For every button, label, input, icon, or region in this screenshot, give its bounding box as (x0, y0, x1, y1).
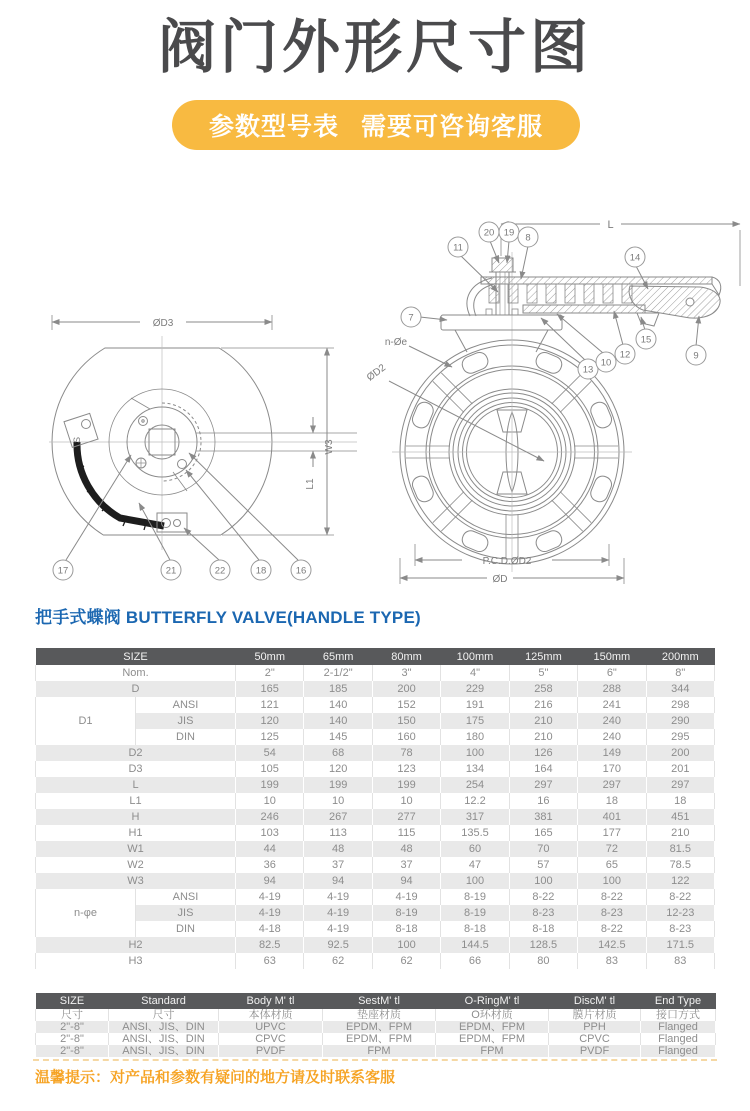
dimension-value-cell: 94 (304, 873, 372, 889)
dimension-value-cell: 134 (441, 761, 509, 777)
column-header: Standard (109, 993, 219, 1009)
column-header: 150mm (578, 648, 646, 665)
dim-label-d: ØD (492, 574, 508, 585)
column-header: SIZE (36, 993, 109, 1009)
callout-number: 9 (693, 350, 699, 362)
dimension-value-cell: 165 (509, 825, 577, 841)
table-row (36, 857, 715, 873)
material-cell: CPVC (549, 1033, 641, 1045)
table-row (36, 809, 715, 825)
dimension-value-cell: 60 (441, 841, 509, 857)
dimension-value-cell: 8-19 (372, 905, 440, 921)
row-sub-label: JIS (136, 713, 236, 729)
material-cell: 本体材质 (219, 1009, 323, 1021)
dimension-value-cell: 185 (304, 681, 372, 697)
row-label: H2 (36, 937, 236, 953)
row-label: L1 (36, 793, 236, 809)
dimension-value-cell: 191 (441, 697, 509, 713)
dim-label-pcd: P.C.D.ØD2 (482, 556, 532, 567)
row-group-label: n-φe (36, 889, 136, 937)
dimension-value-cell: 200 (646, 745, 714, 761)
dimension-value-cell: 210 (509, 729, 577, 745)
dimension-value-cell: 200 (372, 681, 440, 697)
section-title: 把手式蝶阀 BUTTERFLY VALVE(HANDLE TYPE) (35, 608, 421, 627)
dimension-value-cell: 100 (441, 873, 509, 889)
dimension-value-cell: 290 (646, 713, 714, 729)
callout-number: 13 (582, 364, 594, 376)
dimension-value-cell: 36 (236, 857, 304, 873)
callout-number: 7 (408, 312, 414, 324)
dimension-value-cell: 8-22 (646, 889, 714, 905)
banner (172, 100, 580, 150)
row-label: H3 (36, 953, 236, 969)
dimension-value-cell: 8-22 (578, 889, 646, 905)
dimension-value-cell: 150 (372, 713, 440, 729)
dim-label-d2: ØD2 (364, 362, 389, 384)
dimension-value-cell: 2-1/2" (304, 665, 372, 681)
material-cell: ANSI、JIS、DIN (109, 1021, 219, 1033)
dimension-value-cell: 47 (441, 857, 509, 873)
dimension-value-cell: 180 (441, 729, 509, 745)
dimension-value-cell: 72 (578, 841, 646, 857)
dimension-value-cell: 295 (646, 729, 714, 745)
dimension-value-cell: 160 (372, 729, 440, 745)
callout-number: 16 (295, 565, 307, 577)
callout-number: 21 (165, 565, 177, 577)
top-view-drawing (49, 315, 357, 580)
callout-number: 12 (619, 349, 631, 361)
dimension-value-cell: 4-19 (236, 889, 304, 905)
dimension-value-cell: 4-18 (236, 921, 304, 937)
dimension-value-cell: 288 (578, 681, 646, 697)
dimension-value-cell: 8-23 (509, 905, 577, 921)
dimension-value-cell: 267 (304, 809, 372, 825)
dimension-value-cell: 10 (236, 793, 304, 809)
callout-number: 8 (525, 232, 531, 244)
dimension-value-cell: 177 (578, 825, 646, 841)
dimension-value-cell: 8-22 (509, 889, 577, 905)
row-label: W3 (36, 873, 236, 889)
dimension-value-cell: 297 (578, 777, 646, 793)
column-header: 65mm (304, 648, 372, 665)
callout-number: 22 (214, 565, 226, 577)
callout-number: 17 (57, 565, 69, 577)
dimension-value-cell: 100 (509, 873, 577, 889)
dimension-value-cell: 105 (236, 761, 304, 777)
dimension-value-cell: 10 (304, 793, 372, 809)
row-label: Nom. (36, 665, 236, 681)
row-label: D2 (36, 745, 236, 761)
valve-drawings-svg (0, 200, 750, 600)
dimension-value-cell: 120 (304, 761, 372, 777)
dimension-value-cell: 48 (372, 841, 440, 857)
dimension-value-cell: 3" (372, 665, 440, 681)
dimension-value-cell: 240 (578, 713, 646, 729)
dimension-value-cell: 246 (236, 809, 304, 825)
material-cell: FPM (323, 1045, 436, 1057)
column-header: SIZE (36, 648, 236, 665)
dim-label-l: L (607, 219, 614, 231)
dimension-value-cell: 82.5 (236, 937, 304, 953)
dimension-value-cell: 66 (441, 953, 509, 969)
dimension-value-cell: 65 (578, 857, 646, 873)
dimension-value-cell: 4" (441, 665, 509, 681)
dimension-value-cell: 68 (304, 745, 372, 761)
dimension-value-cell: 145 (304, 729, 372, 745)
dimension-value-cell: 199 (372, 777, 440, 793)
column-header: 200mm (646, 648, 714, 665)
table-row (36, 777, 715, 793)
dimension-value-cell: 8-18 (372, 921, 440, 937)
dimension-value-cell: 78.5 (646, 857, 714, 873)
table-row (36, 1045, 716, 1057)
table-row (36, 873, 715, 889)
table-row (36, 713, 715, 729)
table-row (36, 745, 715, 761)
dim-label-l1: L1 (305, 478, 316, 490)
row-label: H (36, 809, 236, 825)
dimension-value-cell: 37 (372, 857, 440, 873)
row-sub-label: JIS (136, 905, 236, 921)
dimension-value-cell: 229 (441, 681, 509, 697)
dimension-value-cell: 4-19 (304, 889, 372, 905)
material-cell: EPDM、FPM (436, 1033, 549, 1045)
dimension-value-cell: 317 (441, 809, 509, 825)
dimension-value-cell: 16 (509, 793, 577, 809)
dimension-value-cell: 142.5 (578, 937, 646, 953)
page-title: 阀门外形尺寸图 (157, 15, 592, 80)
dimension-value-cell: 8" (646, 665, 714, 681)
material-cell: ANSI、JIS、DIN (109, 1045, 219, 1057)
dimension-value-cell: 8-23 (646, 921, 714, 937)
dimension-value-cell: 254 (441, 777, 509, 793)
row-label: D3 (36, 761, 236, 777)
material-cell: Flanged (641, 1033, 716, 1045)
dimension-value-cell: 115 (372, 825, 440, 841)
material-cell: ANSI、JIS、DIN (109, 1033, 219, 1045)
dimension-value-cell: 4-19 (304, 921, 372, 937)
material-cell: 膜片材质 (549, 1009, 641, 1021)
dimension-value-cell: 94 (372, 873, 440, 889)
dimension-value-cell: 18 (578, 793, 646, 809)
dimension-value-cell: 113 (304, 825, 372, 841)
material-cell: 2"-8" (36, 1033, 109, 1045)
dimension-value-cell: 2" (236, 665, 304, 681)
callout-number: 11 (453, 242, 463, 254)
dim-label-d3: ØD3 (152, 318, 174, 329)
dimension-value-cell: 240 (578, 729, 646, 745)
dimension-value-cell: 171.5 (646, 937, 714, 953)
dimension-value-cell: 216 (509, 697, 577, 713)
trigger (637, 313, 659, 326)
column-header: End Type (641, 993, 716, 1009)
material-cell: PVDF (219, 1045, 323, 1057)
dimension-value-cell: 344 (646, 681, 714, 697)
material-cell: EPDM、FPM (436, 1021, 549, 1033)
row-group-label: D1 (36, 697, 136, 745)
material-cell: 尺寸 (109, 1009, 219, 1021)
table-row (36, 761, 715, 777)
table-row (36, 729, 715, 745)
dimension-value-cell: 83 (646, 953, 714, 969)
column-header: 50mm (236, 648, 304, 665)
dimension-value-cell: 100 (578, 873, 646, 889)
dimension-value-cell: 70 (509, 841, 577, 857)
dimension-value-cell: 298 (646, 697, 714, 713)
banner-left-text: 参数型号表 (208, 113, 339, 141)
dim-label-ne: n-Øe (384, 337, 408, 348)
dimension-value-cell: 94 (236, 873, 304, 889)
table-row (36, 905, 715, 921)
material-cell: Flanged (641, 1045, 716, 1057)
dimension-value-cell: 297 (646, 777, 714, 793)
dimension-value-cell: 401 (578, 809, 646, 825)
dimension-value-cell: 210 (646, 825, 714, 841)
callout-number: 10 (600, 357, 612, 369)
materials-table (35, 993, 716, 1057)
callout-number: 20 (483, 227, 495, 239)
dimension-value-cell: 81.5 (646, 841, 714, 857)
table-row (36, 793, 715, 809)
column-header: O-RingM' tl (436, 993, 549, 1009)
material-cell: Flanged (641, 1021, 716, 1033)
dimension-value-cell: 164 (509, 761, 577, 777)
dimension-value-cell: 121 (236, 697, 304, 713)
dimension-value-cell: 4-19 (236, 905, 304, 921)
column-header: 100mm (441, 648, 509, 665)
dimension-value-cell: 18 (646, 793, 714, 809)
callout-number: 19 (503, 227, 515, 239)
table-row (36, 681, 715, 697)
s-label: S (72, 436, 82, 444)
dimension-value-cell: 83 (578, 953, 646, 969)
column-header: 80mm (372, 648, 440, 665)
table-row (36, 1021, 716, 1033)
dimension-value-cell: 140 (304, 697, 372, 713)
dimension-value-cell: 4-19 (372, 889, 440, 905)
dimension-value-cell: 135.5 (441, 825, 509, 841)
dimension-value-cell: 10 (372, 793, 440, 809)
dimension-value-cell: 165 (236, 681, 304, 697)
dimension-value-cell: 12.2 (441, 793, 509, 809)
row-sub-label: DIN (136, 921, 236, 937)
material-cell: EPDM、FPM (323, 1021, 436, 1033)
dimension-table (35, 648, 715, 969)
dimension-value-cell: 120 (236, 713, 304, 729)
table-row (36, 665, 715, 681)
dimension-value-cell: 78 (372, 745, 440, 761)
dimension-value-cell: 54 (236, 745, 304, 761)
dimension-value-cell: 451 (646, 809, 714, 825)
dimension-value-cell: 258 (509, 681, 577, 697)
dimension-value-cell: 48 (304, 841, 372, 857)
row-sub-label: ANSI (136, 697, 236, 713)
material-cell: CPVC (219, 1033, 323, 1045)
row-sub-label: DIN (136, 729, 236, 745)
material-cell: 垫座材质 (323, 1009, 436, 1021)
table-row (36, 841, 715, 857)
dim-label-w3: W3 (324, 439, 335, 455)
dimension-value-cell: 123 (372, 761, 440, 777)
dimension-value-cell: 4-19 (304, 905, 372, 921)
dimension-value-cell: 199 (236, 777, 304, 793)
dimension-value-cell: 5" (509, 665, 577, 681)
dimension-value-cell: 149 (578, 745, 646, 761)
dimension-value-cell: 175 (441, 713, 509, 729)
dimension-value-cell: 277 (372, 809, 440, 825)
dimension-value-cell: 80 (509, 953, 577, 969)
dimension-value-cell: 6" (578, 665, 646, 681)
footer-note: 温馨提示：对产品和参数有疑问的地方请及时联系客服 (35, 1069, 396, 1086)
material-cell: EPDM、FPM (323, 1033, 436, 1045)
dimension-value-cell: 199 (304, 777, 372, 793)
dimension-value-cell: 241 (578, 697, 646, 713)
table-row (36, 937, 715, 953)
row-sub-label: ANSI (136, 889, 236, 905)
row-label: W2 (36, 857, 236, 873)
dimension-value-cell: 12-23 (646, 905, 714, 921)
dimension-value-cell: 170 (578, 761, 646, 777)
dimension-value-cell: 201 (646, 761, 714, 777)
column-header: SestM' tl (323, 993, 436, 1009)
dimension-value-cell: 126 (509, 745, 577, 761)
dimension-value-cell: 210 (509, 713, 577, 729)
table-row (36, 889, 715, 905)
dimension-value-cell: 62 (372, 953, 440, 969)
callout-number: 14 (629, 252, 641, 264)
dimension-value-cell: 8-18 (509, 921, 577, 937)
dimension-value-cell: 57 (509, 857, 577, 873)
table-row (36, 825, 715, 841)
dimension-value-cell: 381 (509, 809, 577, 825)
footer-divider (33, 1059, 717, 1061)
dimension-value-cell: 62 (304, 953, 372, 969)
release-rod (523, 305, 645, 313)
dimension-value-cell: 144.5 (441, 937, 509, 953)
material-cell: 2"-8" (36, 1045, 109, 1057)
row-label: L (36, 777, 236, 793)
dimension-value-cell: 8-18 (441, 921, 509, 937)
material-cell: FPM (436, 1045, 549, 1057)
table-row (36, 1033, 716, 1045)
dimension-value-cell: 103 (236, 825, 304, 841)
table-row (36, 1009, 716, 1021)
dimension-value-cell: 8-19 (441, 905, 509, 921)
column-header: DiscM' tl (549, 993, 641, 1009)
dimension-value-cell: 140 (304, 713, 372, 729)
material-cell: 接口方式 (641, 1009, 716, 1021)
column-header: Body M' tl (219, 993, 323, 1009)
table-row (36, 921, 715, 937)
material-cell: PPH (549, 1021, 641, 1033)
dimension-value-cell: 152 (372, 697, 440, 713)
column-header: 125mm (509, 648, 577, 665)
dimension-value-cell: 122 (646, 873, 714, 889)
front-view-drawing (389, 222, 740, 584)
mounting-plate (441, 315, 562, 330)
dimension-value-cell: 125 (236, 729, 304, 745)
callout-bubbles-left (53, 560, 311, 580)
callout-number: 18 (255, 565, 267, 577)
row-label: H1 (36, 825, 236, 841)
stem-nut (492, 258, 513, 272)
material-cell: UPVC (219, 1021, 323, 1033)
material-cell: 尺寸 (36, 1009, 109, 1021)
row-label: D (36, 681, 236, 697)
material-cell: O环材质 (436, 1009, 549, 1021)
table-row (36, 953, 715, 969)
dimension-value-cell: 128.5 (509, 937, 577, 953)
dimension-value-cell: 8-22 (578, 921, 646, 937)
dimension-value-cell: 44 (236, 841, 304, 857)
table-row (36, 697, 715, 713)
dimension-value-cell: 63 (236, 953, 304, 969)
dimension-value-cell: 297 (509, 777, 577, 793)
technical-drawings (0, 200, 750, 600)
dimension-value-cell: 8-23 (578, 905, 646, 921)
dimension-value-cell: 100 (441, 745, 509, 761)
dimension-value-cell: 92.5 (304, 937, 372, 953)
dimension-value-cell: 37 (304, 857, 372, 873)
material-cell: 2"-8" (36, 1021, 109, 1033)
callout-number: 15 (640, 334, 652, 346)
row-label: W1 (36, 841, 236, 857)
dimension-value-cell: 100 (372, 937, 440, 953)
banner-right-text: 需要可咨询客服 (361, 113, 544, 141)
dimension-value-cell: 8-19 (441, 889, 509, 905)
material-cell: PVDF (549, 1045, 641, 1057)
